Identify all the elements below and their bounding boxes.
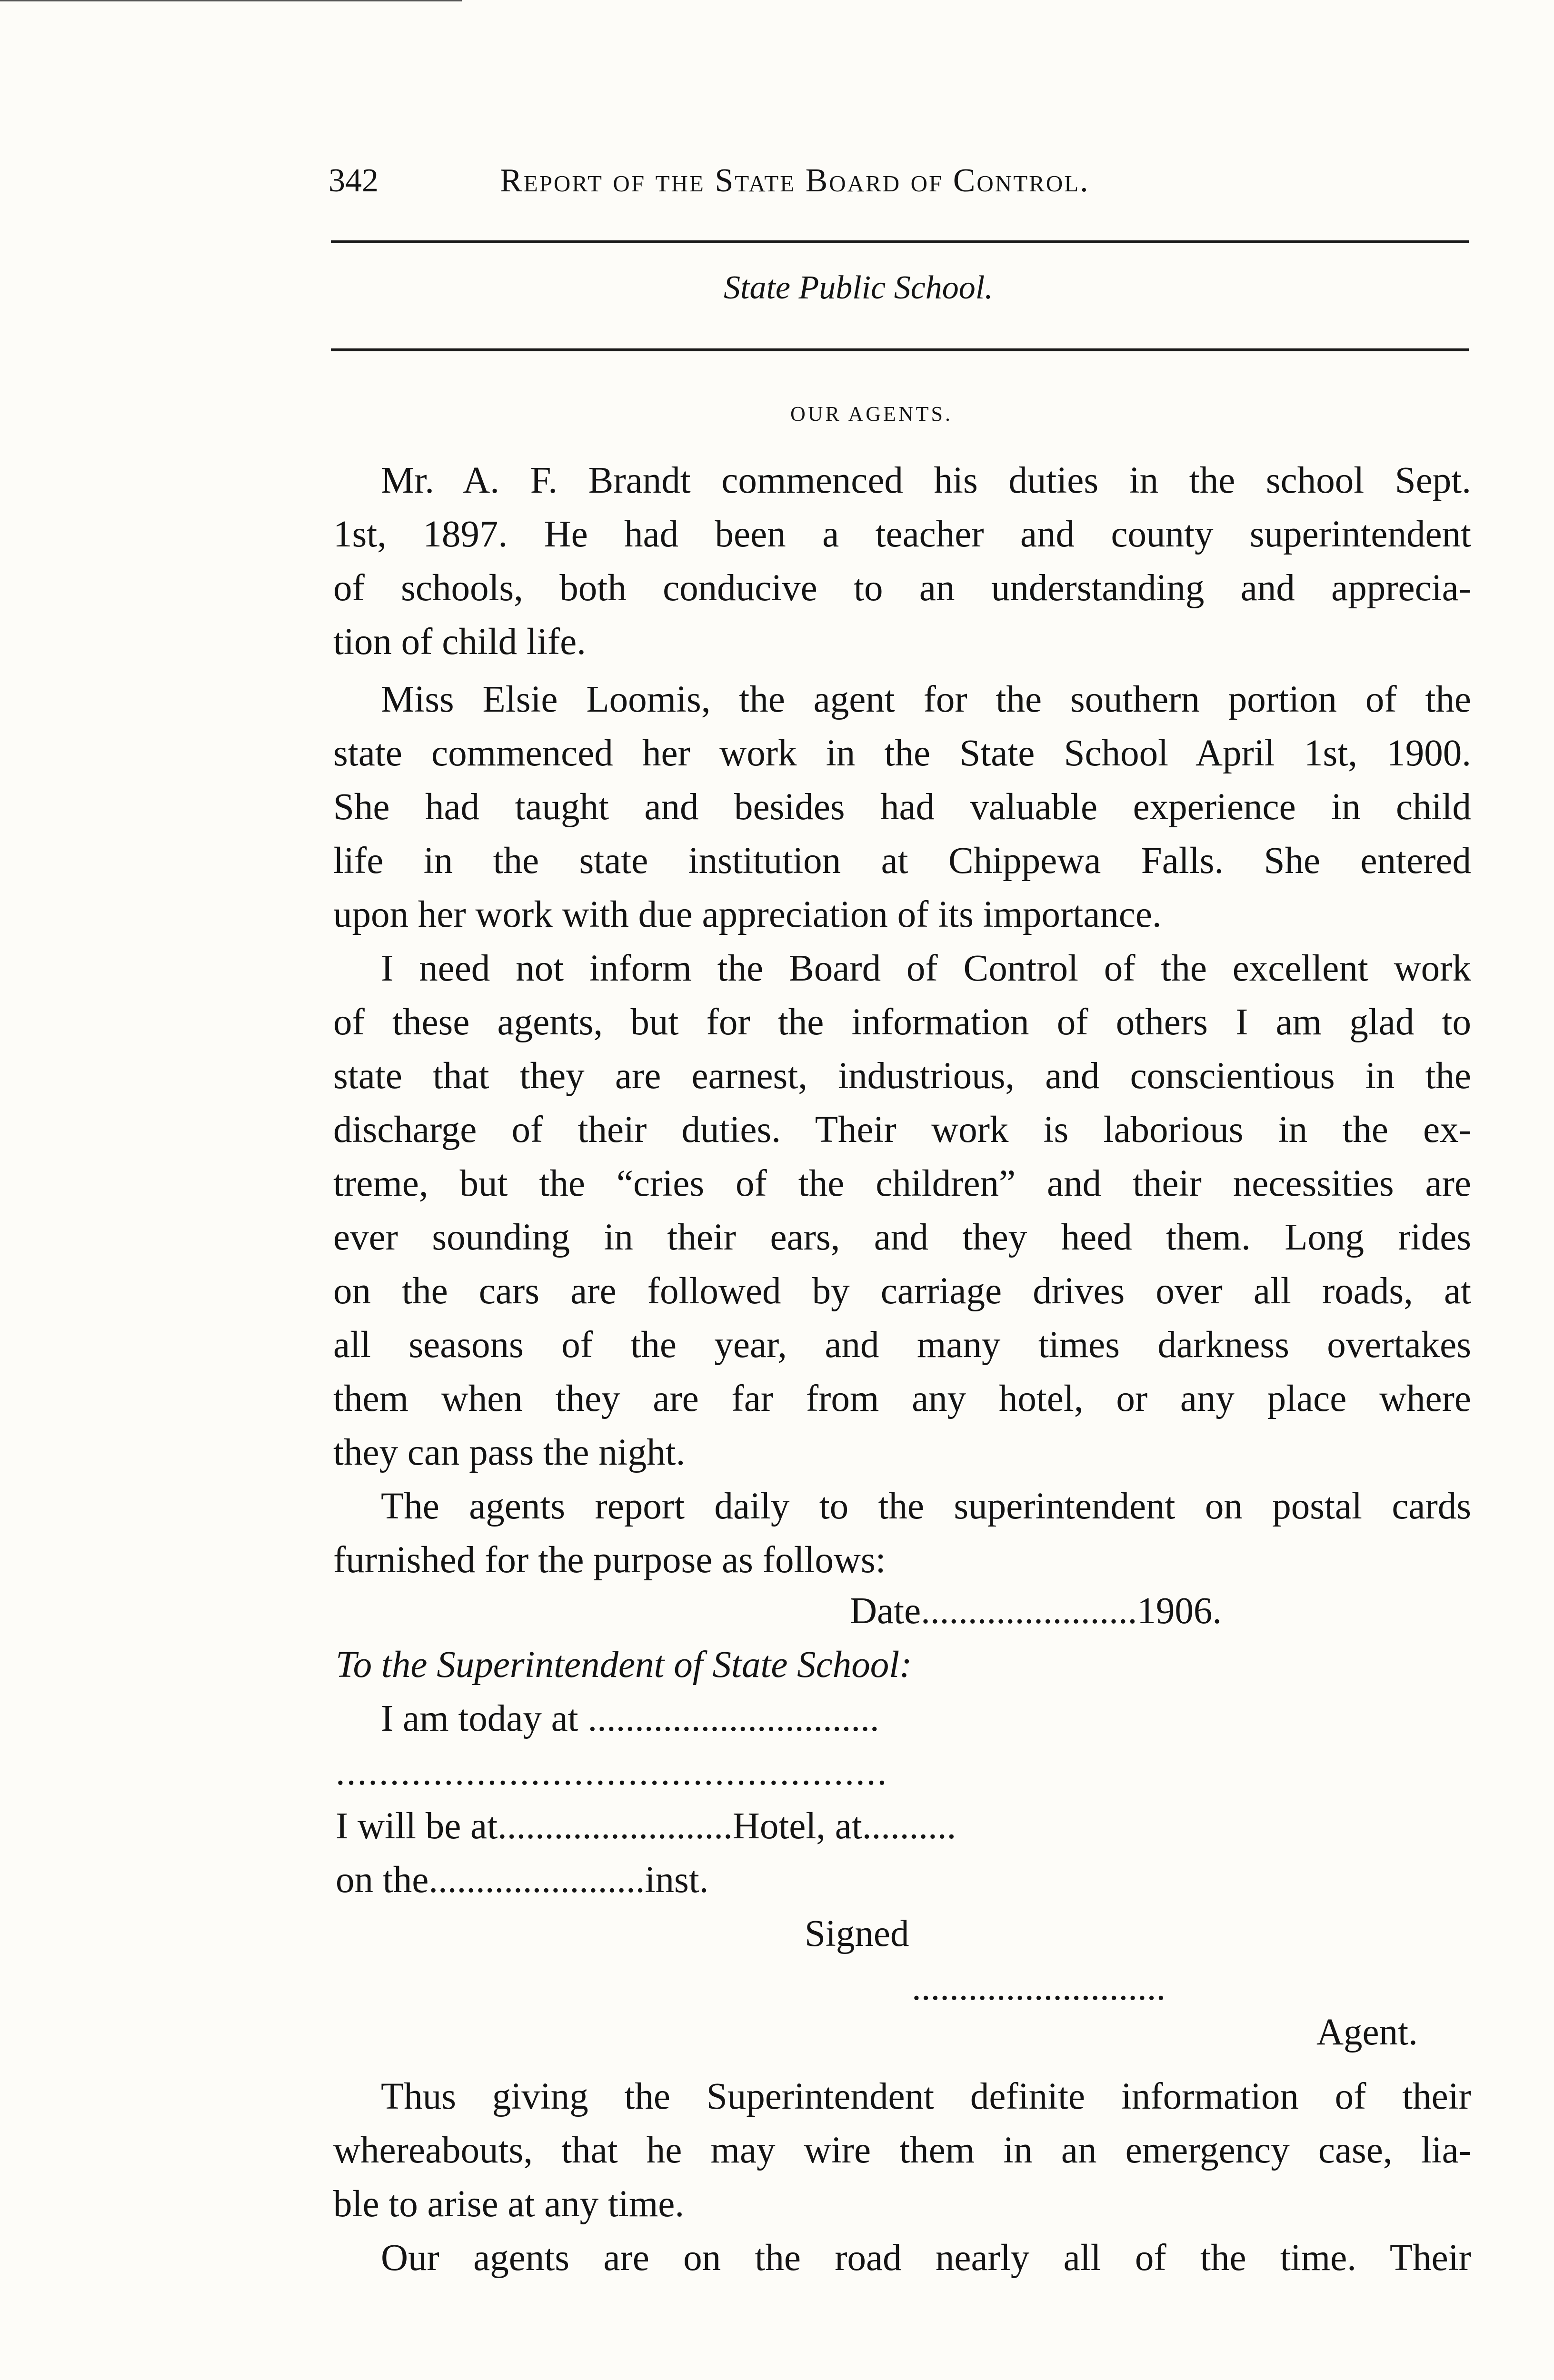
text-line: state that they are earnest, industrious, and conscientious in the (333, 1055, 1471, 1097)
running-title: Report of the State Board of Control. (500, 162, 1090, 199)
scan-edge-line (0, 0, 462, 1)
form-date-line: Date.......................1906. (850, 1590, 1222, 1632)
form-signed: Signed (805, 1913, 909, 1954)
text-line: Mr. A. F. Brandt commenced his duties in the school Sept. (381, 460, 1471, 501)
form-dotted-row: ................................................... (336, 1752, 888, 1793)
section-subhead: OUR AGENTS. (790, 402, 953, 426)
form-will-be-at: I will be at.........................Hotel, at.......... (336, 1805, 956, 1847)
header-rule-bottom (331, 348, 1469, 351)
text-line: furnished for the purpose as follows: (333, 1539, 886, 1581)
text-line: treme, but the “cries of the children” and their necessities are (333, 1163, 1471, 1204)
text-line: tion of child life. (333, 621, 586, 663)
text-line: She had taught and besides had valuable experience in child (333, 786, 1471, 828)
text-line: ever sounding in their ears, and they heed them. Long rides (333, 1217, 1471, 1258)
text-line: of these agents, but for the information of others I am glad to (333, 1002, 1471, 1043)
page-number: 342 (329, 162, 379, 199)
text-line: all seasons of the year, and many times darkness overtakes (333, 1324, 1471, 1366)
form-signature-dots: ........................... (912, 1967, 1166, 2008)
text-line: state commenced her work in the State School April 1st, 1900. (333, 733, 1471, 774)
text-line: Our agents are on the road nearly all of the time. Their (381, 2237, 1471, 2279)
text-line: The agents report daily to the superintendent on postal cards (381, 1486, 1471, 1527)
form-on-the: on the.......................inst. (336, 1859, 709, 1901)
text-line: 1st, 1897. He had been a teacher and county superintendent (333, 514, 1471, 555)
text-line: they can pass the night. (333, 1432, 686, 1473)
form-agent: Agent. (1316, 2012, 1418, 2053)
form-salutation: To the Superintendent of State School: (336, 1644, 912, 1686)
text-line: on the cars are followed by carriage drives over all roads, at (333, 1270, 1471, 1312)
text-line: life in the state institution at Chippewa Falls. She entered (333, 840, 1471, 882)
form-today-at: I am today at ............................... (381, 1698, 879, 1739)
text-line: Miss Elsie Loomis, the agent for the southern portion of the (381, 679, 1471, 720)
text-line: Thus giving the Superintendent definite information of their (381, 2076, 1471, 2117)
text-line: of schools, both conducive to an understanding and apprecia- (333, 567, 1471, 609)
text-line: I need not inform the Board of Control of the excellent work (381, 948, 1471, 989)
text-line: discharge of their duties. Their work is laborious in the ex- (333, 1109, 1471, 1150)
text-line: upon her work with due appreciation of its importance. (333, 894, 1162, 935)
text-line: whereabouts, that he may wire them in an emergency case, lia- (333, 2130, 1471, 2171)
header-rule-top (331, 240, 1469, 243)
text-line: them when they are far from any hotel, or any place where (333, 1378, 1471, 1419)
section-title: State Public School. (724, 269, 993, 306)
text-line: ble to arise at any time. (333, 2183, 685, 2225)
